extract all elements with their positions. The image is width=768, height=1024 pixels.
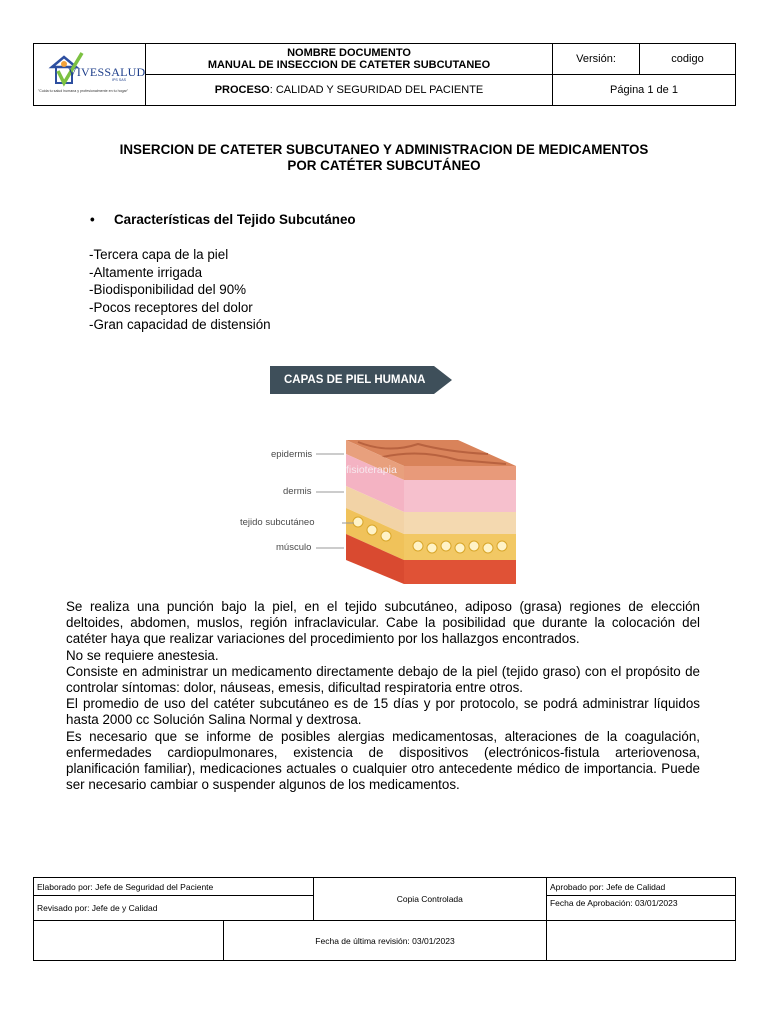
document-name: MANUAL DE INSECCION DE CATETER SUBCUTANEO xyxy=(207,59,491,71)
page-title-line-2: POR CATÉTER SUBCUTÁNEO xyxy=(287,158,481,173)
process-value: : CALIDAD Y SEGURIDAD DEL PACIENTE xyxy=(269,84,484,96)
logo-brand-text: VIVESSALUD xyxy=(68,64,146,79)
list-item: -Pocos receptores del dolor xyxy=(89,299,253,315)
version-label: Versión: xyxy=(553,44,640,75)
paragraph: Es necesario que se informe de posibles alergias medicamentosas, alteraciones de la coagulación, enfermedades cardiopulmonares, existencia de dispositivos (electrónicos-fistula arteriovenosa, planificación familiar), medicaciones actuales o cualquier otro antecedente médico de importancia. Puede ser necesario cambiar o suspender algunos de los medicamentos. xyxy=(66,728,700,793)
footer-empty-right xyxy=(547,921,736,961)
section-title: Características del Tejido Subcutáneo xyxy=(114,212,356,227)
section-heading xyxy=(90,212,356,227)
page-title-line-1: INSERCION DE CATETER SUBCUTANEO Y ADMINISTRACION DE MEDICAMENTOS xyxy=(119,142,649,157)
list-item: -Biodisponibilidad del 90% xyxy=(89,282,247,297)
skin-cube-illustration xyxy=(258,362,522,590)
paragraph: No se requiere anestesia. xyxy=(66,647,219,663)
logo-cell xyxy=(34,44,146,106)
figure-title: CAPAS DE PIEL HUMANA xyxy=(270,366,434,394)
document-name-cell xyxy=(146,44,553,75)
copia-controlada: Copia Controlada xyxy=(313,878,546,921)
list-item: -Altamente irrigada xyxy=(89,264,203,280)
list-item: -Gran capacidad de distensión xyxy=(89,317,271,332)
version-value: codigo xyxy=(640,44,736,75)
body-text xyxy=(66,599,700,793)
skin-layers-figure xyxy=(240,362,522,590)
process-label: PROCESO xyxy=(214,84,270,96)
logo-slogan: "Cuida tu salud humana y profesionalmente en tu hogar" xyxy=(38,88,129,93)
aprobado-por: Aprobado por: Jefe de Calidad xyxy=(546,878,735,896)
characteristics-list xyxy=(89,246,271,334)
document-footer xyxy=(33,877,736,961)
page-number: Página 1 de 1 xyxy=(553,75,736,106)
figure-watermark: fisioterapia xyxy=(346,464,397,476)
paragraph: Se realiza una punción bajo la piel, en el tejido subcutáneo, adiposo (grasa) regiones de elección deltoides, abdomen, muslos, región infraclavicular. Cabe la posibilidad que durante la colocación del catéter haya que realizar variaciones del procedimiento por los hallazgos encontrados. xyxy=(66,599,700,647)
fecha-aprobacion: Fecha de Aprobación: 03/01/2023 xyxy=(546,896,735,921)
document-header xyxy=(33,43,736,106)
logo-subtext: IPS SAS xyxy=(112,77,126,82)
label-muscle: músculo xyxy=(276,542,312,553)
document-name-label: NOMBRE DOCUMENTO xyxy=(287,47,411,59)
label-subcutaneous: tejido subcutáneo xyxy=(240,517,315,528)
footer-empty-left xyxy=(34,921,224,961)
bullet-icon: • xyxy=(90,212,95,227)
label-epidermis: epidermis xyxy=(271,449,313,460)
elaborado-por: Elaborado por: Jefe de Seguridad del Paciente xyxy=(34,878,314,896)
revisado-por: Revisado por: Jefe de y Calidad xyxy=(34,896,314,921)
label-dermis: dermis xyxy=(283,486,312,497)
list-item: -Tercera capa de la piel xyxy=(89,247,229,262)
paragraph: El promedio de uso del catéter subcutáneo es de 15 días y por protocolo, se podrá administrar líquidos hasta 2000 cc Solución Salina Normal y dextrosa. xyxy=(66,696,700,728)
company-logo xyxy=(34,45,145,105)
paragraph: Consiste en administrar un medicamento directamente debajo de la piel (tejido graso) con el propósito de controlar síntomas: dolor, náuseas, emesis, dificultad respiratoria entre otros. xyxy=(66,663,700,696)
fecha-ultima-revision: Fecha de última revisión: 03/01/2023 xyxy=(224,921,547,961)
page-title xyxy=(60,142,708,174)
process-cell xyxy=(146,75,553,106)
